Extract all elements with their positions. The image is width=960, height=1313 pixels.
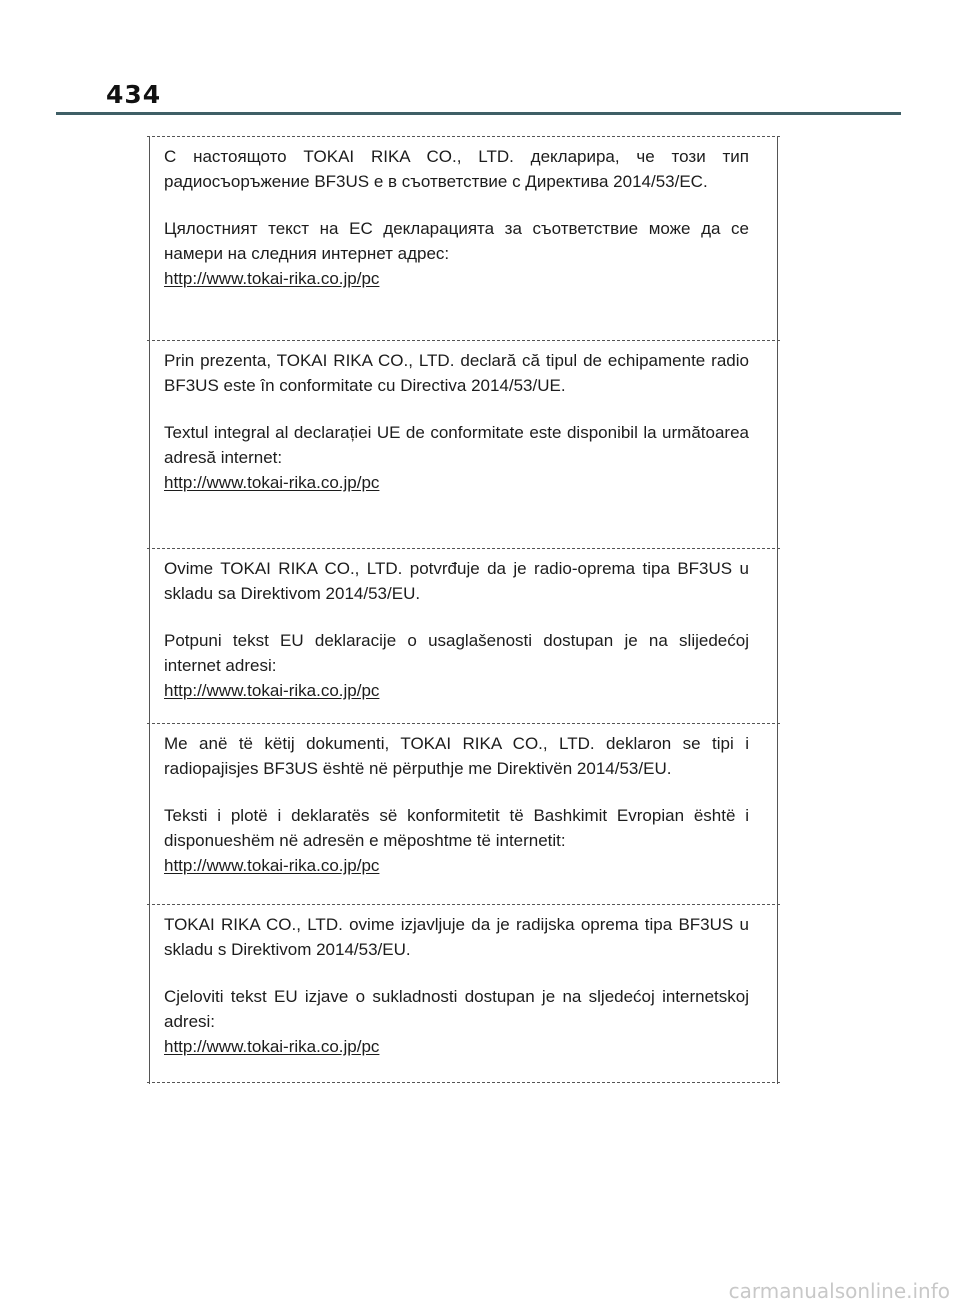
section-divider — [147, 1082, 780, 1083]
declaration-romanian — [164, 348, 749, 495]
declaration-statement: Me anë të këtij dokumenti, TOKAI RIKA CO., LTD. deklaron se tipi i radiopajisjes BF3US është në përputhje me Direktivën 2014/53/EU. — [164, 734, 749, 778]
declaration-availability: Цялостният текст на ЕС декларацията за съответствие може да се намери на следния интернет адрес: — [164, 219, 749, 263]
declaration-bulgarian — [164, 144, 749, 291]
declaration-availability: Potpuni tekst EU deklaracije o usaglašenosti dostupan je na slijedećoj internet adresi: — [164, 631, 749, 675]
section-divider — [147, 548, 780, 549]
declaration-box — [149, 136, 778, 1084]
declaration-statement: TOKAI RIKA CO., LTD. ovime izjavljuje da je radijska oprema tipa BF3US u skladu s Direktivom 2014/53/EU. — [164, 915, 749, 959]
declaration-statement: Prin prezenta, TOKAI RIKA CO., LTD. declară că tipul de echipamente radio BF3US este în conformitate cu Directiva 2014/53/UE. — [164, 351, 749, 395]
declaration-bosnian — [164, 556, 749, 703]
watermark: carmanualsonline.info — [728, 1279, 950, 1303]
declaration-croatian — [164, 912, 749, 1059]
declaration-availability: Textul integral al declarației UE de conformitate este disponibil la următoarea adresă internet: — [164, 423, 749, 467]
section-divider — [147, 340, 780, 341]
page-number: 434 — [106, 80, 162, 109]
declaration-availability: Teksti i plotë i deklaratës së konformitetit të Bashkimit Evropian është i disponueshëm në adresën e mëposhtme të internetit: — [164, 806, 749, 850]
section-divider — [147, 723, 780, 724]
section-divider — [147, 904, 780, 905]
declaration-url-link[interactable]: http://www.tokai-rika.co.jp/pc — [164, 681, 380, 700]
section-divider — [147, 136, 780, 137]
declaration-availability: Cjeloviti tekst EU izjave o sukladnosti dostupan je na sljedećoj internetskoj adresi: — [164, 987, 749, 1031]
declaration-url-link[interactable]: http://www.tokai-rika.co.jp/pc — [164, 473, 380, 492]
declaration-url-link[interactable]: http://www.tokai-rika.co.jp/pc — [164, 1037, 380, 1056]
declaration-url-link[interactable]: http://www.tokai-rika.co.jp/pc — [164, 856, 380, 875]
declaration-statement: С настоящото TOKAI RIKA CO., LTD. декларира, че този тип радиосъоръжение BF3US е в съответствие с Директива 2014/53/ЕС. — [164, 147, 749, 191]
declaration-statement: Ovime TOKAI RIKA CO., LTD. potvrđuje da je radio-oprema tipa BF3US u skladu sa Direktivom 2014/53/EU. — [164, 559, 749, 603]
declaration-url-link[interactable]: http://www.tokai-rika.co.jp/pc — [164, 269, 380, 288]
header-rule — [56, 112, 901, 115]
declaration-albanian — [164, 731, 749, 878]
